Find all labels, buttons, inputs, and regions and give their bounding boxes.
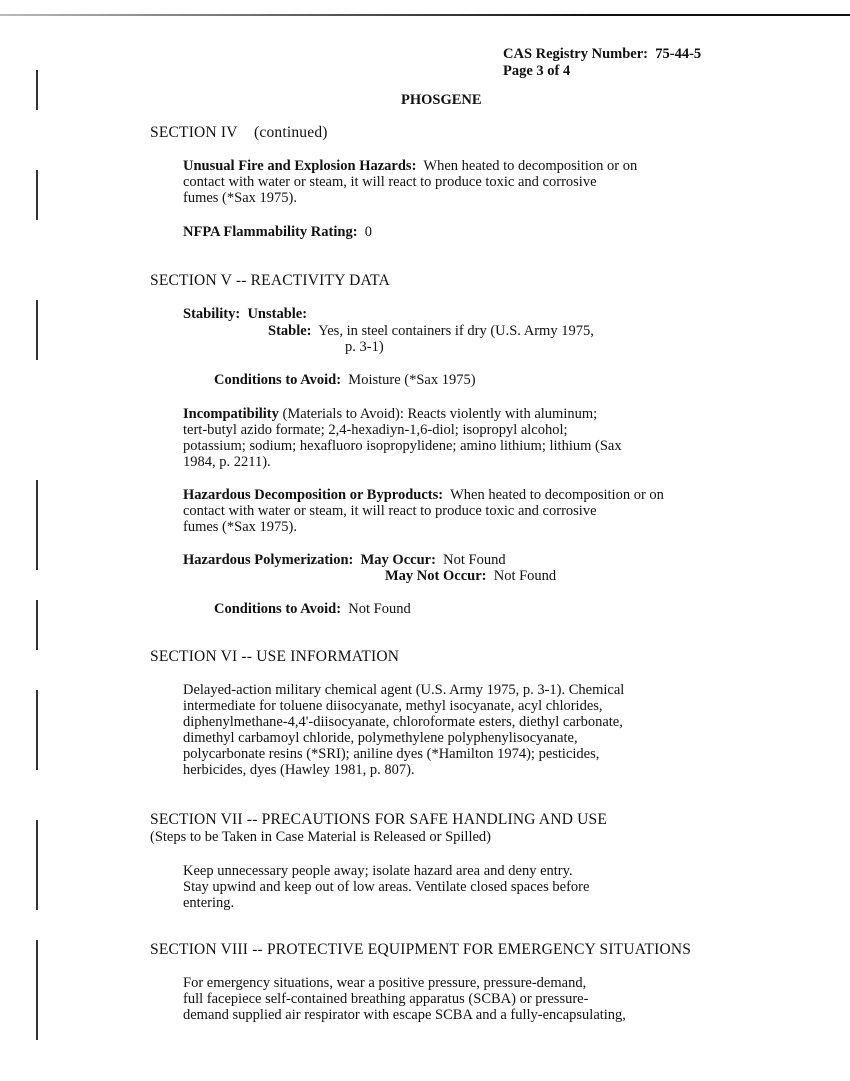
incompatibility-line: 1984, p. 2211). xyxy=(183,454,271,470)
page-title: PHOSGENE xyxy=(401,92,482,108)
precaution-line: Keep unnecessary people away; isolate hazard area and deny entry. xyxy=(183,863,573,879)
equipment-line: demand supplied air respirator with escape SCBA and a fully-encapsulating, xyxy=(183,1007,626,1023)
precaution-line: Stay upwind and keep out of low areas. Ventilate closed spaces before xyxy=(183,879,590,895)
nfpa-rating: NFPA Flammability Rating: 0 xyxy=(183,224,373,240)
binding-mark xyxy=(36,300,38,360)
conditions-to-avoid-2: Conditions to Avoid: Not Found xyxy=(214,601,411,617)
binding-mark xyxy=(36,170,38,220)
may-not-occur: May Not Occur: Not Found xyxy=(385,568,557,584)
use-line: herbicides, dyes (Hawley 1981, p. 807). xyxy=(183,762,415,778)
scan-top-rule xyxy=(0,14,850,16)
section-viii-heading: SECTION VIII -- PROTECTIVE EQUIPMENT FOR EMERGENCY SITUATIONS xyxy=(150,941,692,958)
fire-hazards: Unusual Fire and Explosion Hazards: When heated to decomposition or on xyxy=(183,158,638,174)
section-vii-subtitle: (Steps to be Taken in Case Material is Released or Spilled) xyxy=(150,829,491,845)
decomposition-line: fumes (*Sax 1975). xyxy=(183,519,297,535)
stable: Stable: Yes, in steel containers if dry (U.S. Army 1975, xyxy=(268,323,594,339)
equipment-line: full facepiece self-contained breathing apparatus (SCBA) or pressure- xyxy=(183,991,589,1007)
equipment-line: For emergency situations, wear a positive pressure, pressure-demand, xyxy=(183,975,587,991)
use-line: polycarbonate resins (*SRI); aniline dyes (*Hamilton 1974); pesticides, xyxy=(183,746,600,762)
decomposition-line: contact with water or steam, it will react to produce toxic and corrosive xyxy=(183,503,597,519)
section-vi-heading: SECTION VI -- USE INFORMATION xyxy=(150,648,400,665)
use-line: dimethyl carbamoyl chloride, polymethylene polyphenylisocyanate, xyxy=(183,730,578,746)
hazardous-decomposition: Hazardous Decomposition or Byproducts: When heated to decomposition or on xyxy=(183,487,664,503)
cas-registry: CAS Registry Number: 75-44-5 xyxy=(503,46,702,62)
binding-mark xyxy=(36,940,38,1040)
fire-hazards-line: fumes (*Sax 1975). xyxy=(183,190,297,206)
incompatibility-line: potassium; sodium; hexafluoro isopropylidene; amino lithium; lithium (Sax xyxy=(183,438,622,454)
conditions-to-avoid: Conditions to Avoid: Moisture (*Sax 1975) xyxy=(214,372,476,388)
section-v-heading: SECTION V -- REACTIVITY DATA xyxy=(150,272,390,289)
binding-mark xyxy=(36,820,38,910)
use-line: diphenylmethane-4,4'-diisocyanate, chloroformate esters, diethyl carbonate, xyxy=(183,714,623,730)
hazardous-polymerization: Hazardous Polymerization: May Occur: Not Found xyxy=(183,552,506,568)
incompatibility-line: tert-butyl azido formate; 2,4-hexadiyn-1,6-diol; isopropyl alcohol; xyxy=(183,422,568,438)
stable-line: p. 3-1) xyxy=(345,339,384,355)
binding-mark xyxy=(36,70,38,110)
page-number: Page 3 of 4 xyxy=(503,63,571,79)
binding-mark xyxy=(36,690,38,770)
binding-mark xyxy=(36,600,38,650)
section-iv-heading: SECTION IV (continued) xyxy=(150,124,328,141)
stability: Stability: Unstable: xyxy=(183,306,308,322)
section-vii-heading: SECTION VII -- PRECAUTIONS FOR SAFE HANDLING AND USE xyxy=(150,811,608,828)
use-line: Delayed-action military chemical agent (U.S. Army 1975, p. 3-1). Chemical xyxy=(183,682,625,698)
incompatibility: Incompatibility (Materials to Avoid): Reacts violently with aluminum; xyxy=(183,406,598,422)
use-line: intermediate for toluene diisocyanate, methyl isocyanate, acyl chlorides, xyxy=(183,698,603,714)
precaution-line: entering. xyxy=(183,895,235,911)
fire-hazards-line: contact with water or steam, it will react to produce toxic and corrosive xyxy=(183,174,597,190)
binding-mark xyxy=(36,480,38,570)
